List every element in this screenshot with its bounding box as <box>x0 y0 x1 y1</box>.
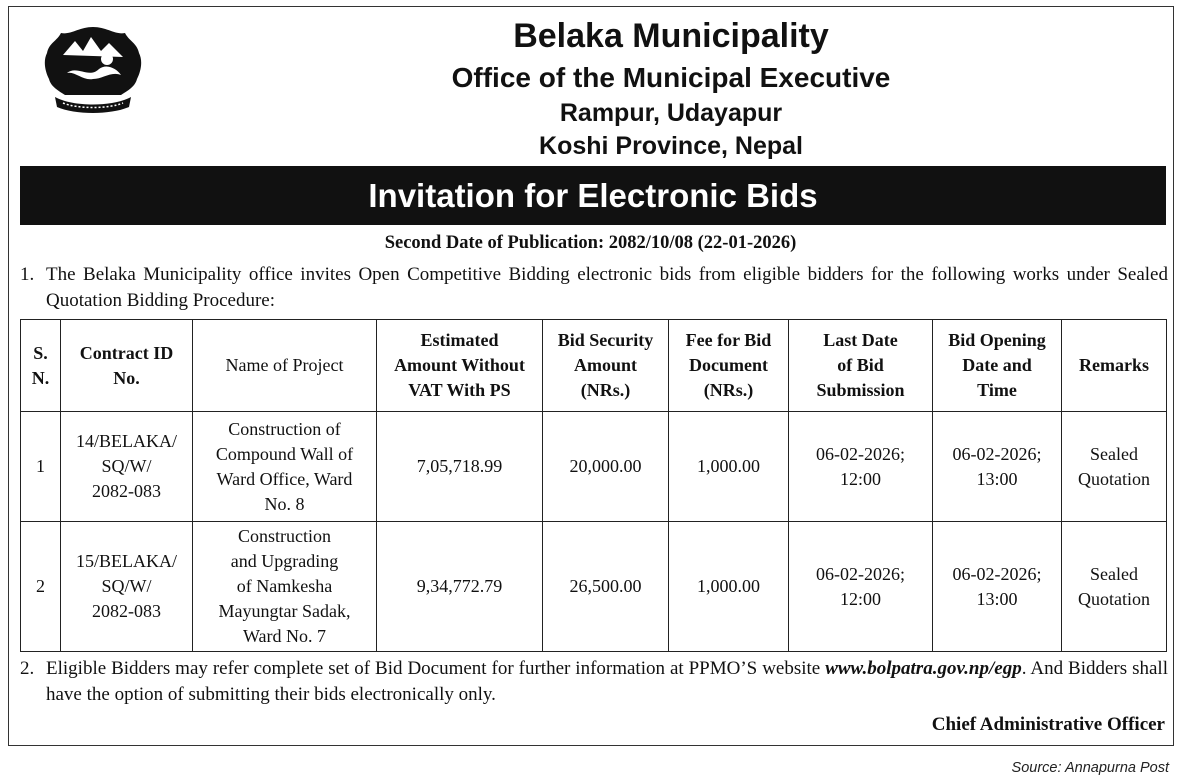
header-bid-security <box>543 320 669 412</box>
cell-line: Bid Opening <box>948 330 1046 350</box>
office-province: Koshi Province, Nepal <box>539 132 803 160</box>
cell-line: and Upgrading <box>230 551 339 571</box>
clause-2-text-after: . And Bidders shall have the option of submitting their bids electronically only. <box>46 658 1168 705</box>
cell-line: Bid Security <box>557 330 654 350</box>
table-row <box>21 522 1167 652</box>
cell-line: Sealed <box>1090 443 1138 464</box>
cell-last-date <box>789 412 933 522</box>
organization-name: Belaka Municipality <box>513 17 829 55</box>
header-remarks <box>1062 320 1167 412</box>
notice-title-banner <box>20 166 1166 225</box>
clause-1 <box>20 262 1168 314</box>
cell-line: 2082-083 <box>92 601 161 621</box>
cell-line: Submission <box>816 380 905 400</box>
cell-line: Construction of <box>228 418 341 439</box>
cell-line: Time <box>977 380 1017 400</box>
cell-line: S. <box>33 342 48 363</box>
cell-line: 06-02-2026; <box>816 563 905 584</box>
clause-1-text: The Belaka Municipality office invites Open Competitive Bidding electronic bids from eligible bidders for the following works under Sealed Quotation Bidding Procedure: <box>46 264 1168 311</box>
header-document-fee <box>669 320 789 412</box>
cell-line: 15/BELAKA/ <box>76 551 177 571</box>
cell-line: Construction <box>238 526 331 546</box>
cell-line: Document <box>689 355 768 375</box>
publication-date: Second Date of Publication: 2082/10/08 (22-01-2026) <box>384 233 797 253</box>
cell-line: of Bid <box>837 355 884 375</box>
cell-line: 06-02-2026; <box>816 443 905 464</box>
cell-line: 13:00 <box>976 468 1018 489</box>
cell-line: Quotation <box>1078 588 1150 609</box>
cell-line: Amount <box>573 355 637 375</box>
cell-line: Name of Project <box>225 355 344 375</box>
header-last-date <box>789 320 933 412</box>
clause-1-number: 1. <box>20 264 35 285</box>
cell-line: Fee for Bid <box>685 330 772 350</box>
nepal-emblem-icon <box>37 21 149 117</box>
cell-line: Remarks <box>1079 355 1149 375</box>
cell-line: Compound Wall of <box>215 443 354 464</box>
clause-2-number: 2. <box>20 658 35 679</box>
cell-line: 2082-083 <box>92 481 161 501</box>
cell-document-fee: 1,000.00 <box>669 522 789 652</box>
cell-project <box>193 522 377 652</box>
header-sn <box>21 320 61 412</box>
cell-line: Ward No. 7 <box>242 626 327 646</box>
cell-line: 12:00 <box>839 468 881 489</box>
cell-line: 06-02-2026; <box>952 443 1042 464</box>
cell-line: 06-02-2026; <box>952 563 1042 584</box>
cell-line: 13:00 <box>976 588 1018 609</box>
cell-bid-security: 20,000.00 <box>543 412 669 522</box>
cell-line: VAT With PS <box>408 380 511 400</box>
cell-sn: 1 <box>21 412 61 522</box>
cell-line: Estimated <box>420 330 499 350</box>
signatory-title: Chief Administrative Officer <box>931 714 1165 735</box>
notice-title: Invitation for Electronic Bids <box>368 176 818 214</box>
cell-bid-opening <box>933 522 1062 652</box>
office-address: Rampur, Udayapur <box>559 99 783 127</box>
cell-sn: 2 <box>21 522 61 652</box>
cell-line: Sealed <box>1090 563 1138 584</box>
cell-line: Contract ID <box>79 342 174 363</box>
clause-2-text <box>20 656 1168 708</box>
header-contract-id <box>61 320 193 412</box>
cell-estimated-amount: 7,05,718.99 <box>377 412 543 522</box>
header-project <box>193 320 377 412</box>
table-header-row <box>21 320 1167 412</box>
cell-line: of Namkesha <box>236 576 333 596</box>
table-row <box>21 412 1167 522</box>
office-name: Office of the Municipal Executive <box>451 62 891 93</box>
cell-bid-security: 26,500.00 <box>543 522 669 652</box>
cell-line: No. 8 <box>264 493 305 514</box>
cell-bid-opening <box>933 412 1062 522</box>
cell-line: 12:00 <box>839 588 881 609</box>
cell-line: Mayungtar Sadak, <box>218 601 351 621</box>
header-bid-opening <box>933 320 1062 412</box>
cell-line: 14/BELAKA/ <box>76 431 177 451</box>
cell-line: Amount Without <box>394 355 525 375</box>
clause-2 <box>20 656 1168 708</box>
cell-line: Date and <box>962 355 1032 375</box>
cell-line: (NRs.) <box>703 380 754 400</box>
cell-line: Ward Office, Ward <box>216 468 353 489</box>
source-credit: Source: Annapurna Post <box>1011 760 1169 776</box>
cell-contract-id <box>61 522 193 652</box>
cell-document-fee: 1,000.00 <box>669 412 789 522</box>
header-estimated-amount <box>377 320 543 412</box>
cell-line: No. <box>113 367 140 388</box>
cell-line: Last Date <box>823 330 898 350</box>
bids-table <box>20 319 1167 652</box>
cell-project <box>193 412 377 522</box>
cell-last-date <box>789 522 933 652</box>
cell-contract-id <box>61 412 193 522</box>
cell-line: SQ/W/ <box>101 456 152 476</box>
cell-line: (NRs.) <box>580 380 631 400</box>
clause-2-text-before: Eligible Bidders may refer complete set of Bid Document for further information at PPMO’S website <box>46 658 826 679</box>
cell-line: Quotation <box>1078 468 1150 489</box>
cell-estimated-amount: 9,34,772.79 <box>377 522 543 652</box>
cell-line: N. <box>31 367 50 388</box>
cell-line: SQ/W/ <box>101 576 152 596</box>
cell-remarks <box>1062 522 1167 652</box>
cell-remarks <box>1062 412 1167 522</box>
ppmo-website-link[interactable]: www.bolpatra.gov.np/egp <box>825 658 1022 679</box>
